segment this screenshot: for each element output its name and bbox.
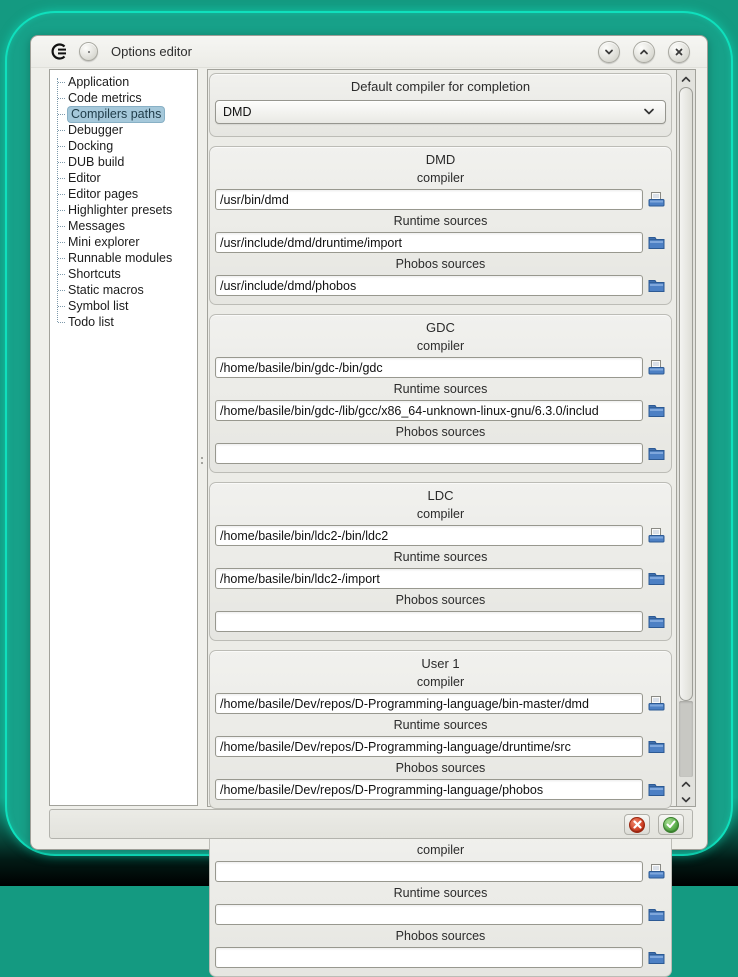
sidebar-item-label: Static macros (68, 282, 144, 297)
tree-branch-line (58, 322, 65, 323)
minimize-button[interactable] (598, 41, 620, 63)
scroll-up-button-bottom[interactable] (677, 777, 695, 792)
tree-branch-line (58, 290, 65, 291)
group-title: User 1 (421, 656, 460, 671)
phobos-path-input[interactable] (215, 779, 643, 800)
compiler-field-label: compiler (416, 171, 465, 185)
phobos-path-input[interactable] (215, 275, 643, 296)
browse-file-button[interactable] (648, 192, 666, 208)
compiler-path-input[interactable] (215, 525, 643, 546)
runtime-path-input[interactable] (215, 736, 643, 757)
compiler-path-input[interactable] (215, 693, 643, 714)
phobos-field-row (210, 443, 671, 464)
scrollbar-track[interactable] (679, 701, 693, 777)
runtime-field-label: Runtime sources (393, 718, 488, 732)
compiler-field-label: compiler (416, 339, 465, 353)
browse-folder-button[interactable] (648, 235, 666, 251)
folder-open-icon (648, 782, 665, 797)
tree-branch-line (58, 162, 65, 163)
runtime-field-row (210, 400, 671, 421)
browse-folder-button[interactable] (648, 278, 666, 294)
folder-open-icon (648, 571, 665, 586)
default-compiler-groupbox (209, 73, 672, 137)
browse-file-button[interactable] (648, 528, 666, 544)
phobos-field-label: Phobos sources (395, 929, 486, 943)
compiler-field-row (210, 189, 671, 210)
runtime-path-input[interactable] (215, 568, 643, 589)
file-open-icon (648, 528, 665, 543)
scroll-up-button[interactable] (677, 72, 695, 86)
group-title: Default compiler for completion (350, 79, 531, 94)
tree-branch-line (58, 130, 65, 131)
browse-folder-button[interactable] (648, 907, 666, 923)
runtime-field-row (210, 568, 671, 589)
red-cross-circle-icon (629, 817, 645, 833)
browse-folder-button[interactable] (648, 571, 666, 587)
runtime-path-input[interactable] (215, 904, 643, 925)
phobos-field-row (210, 611, 671, 632)
sidebar-item-label: Compilers paths (68, 107, 164, 122)
sidebar-item-mini-explorer[interactable] (50, 234, 197, 250)
chevron-up-icon (681, 76, 691, 83)
close-x-icon (673, 46, 685, 58)
dialog-button-bar (49, 809, 693, 839)
tree-branch-line (58, 258, 65, 259)
phobos-field-label: Phobos sources (395, 425, 486, 439)
tree-branch-line (58, 178, 65, 179)
compiler-field-label: compiler (416, 843, 465, 857)
phobos-field-row (210, 779, 671, 800)
sidebar-item-label: Application (68, 74, 130, 89)
sidebar-item-runnable-modules[interactable] (50, 250, 197, 266)
sidebar-item-application[interactable] (50, 74, 197, 90)
tree-branch-line (58, 82, 65, 83)
tree-branch-line (58, 306, 65, 307)
tree-branch-line (58, 242, 65, 243)
sidebar-item-label: Todo list (68, 314, 114, 329)
browse-folder-button[interactable] (648, 739, 666, 755)
compiler-field-label: compiler (416, 507, 465, 521)
tree-branch-line (58, 226, 65, 227)
phobos-field-row (210, 275, 671, 296)
tree-branch-line (58, 146, 65, 147)
compiler-field-row (210, 357, 671, 378)
tree-branch-line (58, 194, 65, 195)
scroll-down-button[interactable] (677, 792, 695, 807)
accept-button[interactable] (658, 814, 684, 835)
compiler-groupbox (209, 818, 672, 977)
browse-file-button[interactable] (648, 696, 666, 712)
folder-open-icon (648, 235, 665, 250)
tree-branch-line (58, 114, 65, 115)
options-viewport (208, 70, 676, 943)
sidebar-item-label: Code metrics (68, 90, 142, 105)
browse-folder-button[interactable] (648, 446, 666, 462)
options-panel (207, 69, 696, 943)
sidebar-item-code-metrics[interactable] (50, 90, 197, 106)
sidebar-item-label: Docking (68, 138, 114, 153)
folder-open-icon (648, 950, 665, 965)
compiler-groupbox (209, 650, 672, 809)
sidebar-item-compilers-paths[interactable] (50, 106, 197, 122)
compiler-field-row (210, 861, 671, 882)
sidebar-item-shortcuts[interactable] (50, 266, 197, 282)
sidebar-item-editor-pages[interactable] (50, 186, 197, 202)
runtime-path-input[interactable] (215, 232, 643, 253)
cancel-button[interactable] (624, 814, 650, 835)
compiler-path-input[interactable] (215, 357, 643, 378)
sidebar-item-todo-list[interactable] (50, 314, 197, 330)
compiler-groupbox (209, 314, 672, 473)
chevron-up-icon (681, 781, 691, 788)
coedit-logo-icon (49, 42, 69, 62)
folder-open-icon (648, 739, 665, 754)
phobos-path-input[interactable] (215, 611, 643, 632)
scrollbar-thumb[interactable] (679, 87, 693, 701)
folder-open-icon (648, 403, 665, 418)
category-tree (50, 70, 197, 330)
sidebar-item-label: Shortcuts (68, 266, 121, 281)
close-button[interactable] (668, 41, 690, 63)
runtime-field-label: Runtime sources (393, 550, 488, 564)
browse-file-button[interactable] (648, 864, 666, 880)
folder-open-icon (648, 614, 665, 629)
browse-folder-button[interactable] (648, 782, 666, 798)
phobos-field-label: Phobos sources (395, 761, 486, 775)
compiler-path-input[interactable] (215, 861, 643, 882)
chevron-up-icon (638, 46, 650, 58)
runtime-field-label: Runtime sources (393, 382, 488, 396)
tree-branch-line (58, 274, 65, 275)
group-title: DMD (425, 152, 456, 167)
phobos-field-label: Phobos sources (395, 257, 486, 271)
sidebar-item-label: DUB build (68, 154, 125, 169)
main-scrollbar[interactable] (676, 70, 695, 806)
sidebar-item-debugger[interactable] (50, 122, 197, 138)
file-open-icon (648, 192, 665, 207)
shade-button[interactable] (633, 41, 655, 63)
window-title: Options editor (111, 44, 192, 59)
folder-open-icon (648, 907, 665, 922)
sidebar-item-label: Runnable modules (68, 250, 173, 265)
sidebar-item-dub-build[interactable] (50, 154, 197, 170)
category-panel (49, 69, 198, 806)
splitter-handle[interactable] (198, 69, 207, 806)
compiler-groupbox (209, 482, 672, 641)
group-title: GDC (426, 320, 455, 335)
chevron-down-icon (643, 108, 655, 116)
phobos-field-row (210, 947, 671, 968)
sidebar-item-highlighter-presets[interactable] (50, 202, 197, 218)
sidebar-item-messages[interactable] (50, 218, 197, 234)
browse-folder-button[interactable] (648, 403, 666, 419)
sidebar-item-static-macros[interactable] (50, 282, 197, 298)
phobos-path-input[interactable] (215, 443, 643, 464)
sidebar-item-label: Symbol list (68, 298, 129, 313)
runtime-field-row (210, 904, 671, 925)
browse-file-button[interactable] (648, 360, 666, 376)
browse-folder-button[interactable] (648, 614, 666, 630)
runtime-path-input[interactable] (215, 400, 643, 421)
chevron-down-icon (681, 796, 691, 803)
sidebar-item-docking[interactable] (50, 138, 197, 154)
file-open-icon (648, 864, 665, 879)
compiler-field-row (210, 693, 671, 714)
runtime-field-label: Runtime sources (393, 886, 488, 900)
sidebar-item-symbol-list[interactable] (50, 298, 197, 314)
sidebar-item-label: Mini explorer (68, 234, 140, 249)
title-bar (31, 36, 707, 68)
green-check-circle-icon (663, 817, 679, 833)
file-open-icon (648, 360, 665, 375)
phobos-field-label: Phobos sources (395, 593, 486, 607)
compiler-path-input[interactable] (215, 189, 643, 210)
phobos-path-input[interactable] (215, 947, 643, 968)
group-title: LDC (427, 488, 454, 503)
window-controls (598, 41, 690, 63)
sidebar-item-label: Editor pages (68, 186, 139, 201)
compiler-groupbox (209, 146, 672, 305)
folder-open-icon (648, 446, 665, 461)
runtime-field-row (210, 232, 671, 253)
sidebar-item-label: Debugger (68, 122, 123, 137)
sidebar-item-label: Highlighter presets (68, 202, 173, 217)
sidebar-item-label: Messages (68, 218, 125, 233)
sidebar-item-editor[interactable] (50, 170, 197, 186)
chevron-down-icon (603, 46, 615, 58)
tree-branch-line (58, 98, 65, 99)
combobox-value: DMD (223, 105, 252, 119)
folder-open-icon (648, 278, 665, 293)
runtime-field-row (210, 736, 671, 757)
sidebar-item-label: Editor (68, 170, 101, 185)
compiler-field-row (210, 525, 671, 546)
options-editor-window (30, 35, 708, 943)
browse-folder-button[interactable] (648, 950, 666, 966)
runtime-field-label: Runtime sources (393, 214, 488, 228)
default-compiler-select[interactable] (215, 100, 666, 124)
compiler-field-label: compiler (416, 675, 465, 689)
file-open-icon (648, 696, 665, 711)
window-menu-button[interactable] (79, 42, 98, 61)
tree-branch-line (58, 210, 65, 211)
